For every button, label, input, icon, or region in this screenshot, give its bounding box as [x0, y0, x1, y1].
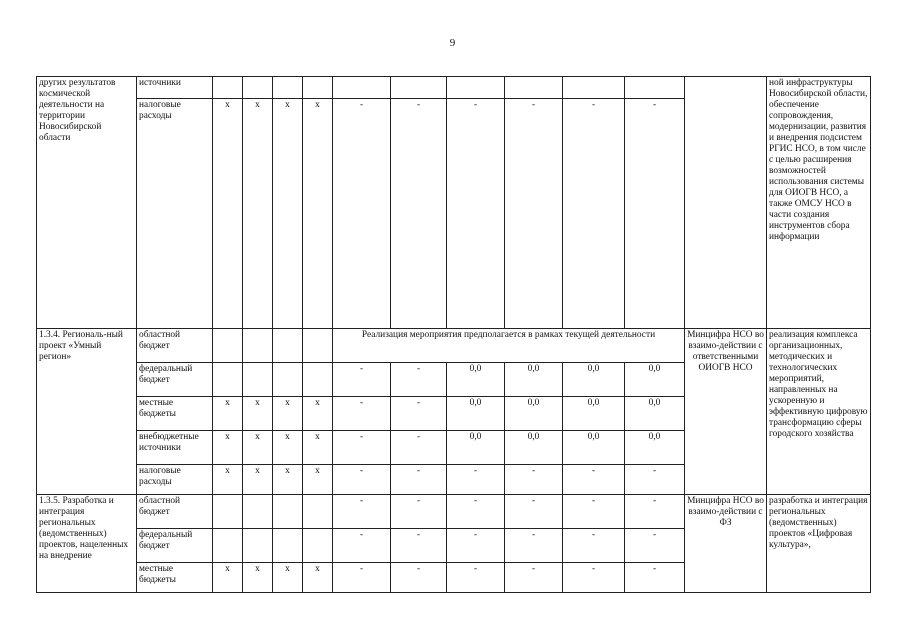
value-cell: - — [447, 529, 505, 563]
value-cell — [505, 77, 563, 99]
value-cell — [303, 363, 333, 397]
value-cell — [625, 77, 685, 99]
value-cell: - — [447, 99, 505, 329]
value-cell: x — [303, 431, 333, 465]
value-cell: 0,0 — [505, 431, 563, 465]
value-cell: - — [391, 495, 447, 529]
value-cell: 0,0 — [505, 363, 563, 397]
value-cell: - — [333, 529, 391, 563]
value-cell: - — [625, 99, 685, 329]
value-cell — [303, 529, 333, 563]
value-cell: - — [391, 563, 447, 593]
value-cell: x — [273, 99, 303, 329]
value-cell: - — [447, 495, 505, 529]
source-label: федеральный бюджет — [137, 363, 213, 397]
value-cell — [213, 495, 243, 529]
value-cell: - — [391, 363, 447, 397]
value-cell: x — [213, 431, 243, 465]
value-cell — [243, 77, 273, 99]
value-cell: - — [563, 529, 625, 563]
value-cell: 0,0 — [625, 397, 685, 431]
value-cell — [303, 77, 333, 99]
value-cell: - — [625, 495, 685, 529]
value-cell — [303, 495, 333, 529]
value-cell — [303, 329, 333, 363]
value-cell: - — [505, 465, 563, 495]
value-cell: - — [563, 563, 625, 593]
value-cell: x — [273, 563, 303, 593]
value-cell: x — [303, 99, 333, 329]
value-cell: x — [273, 465, 303, 495]
table-row — [37, 329, 871, 363]
value-cell — [243, 363, 273, 397]
value-cell: - — [447, 563, 505, 593]
value-cell — [391, 77, 447, 99]
value-cell: x — [243, 465, 273, 495]
value-cell: - — [391, 431, 447, 465]
value-cell — [273, 329, 303, 363]
result-cell: реализация комплекса организационных, методических и технологических мероприятий, направленных на ускоренную и эффективную цифровую трансформацию сферы городского хозяйства — [767, 329, 871, 495]
result-cell: ной инфраструктуры Новосибирской области, обеспечение сопровождения, модернизации, развития и внедрения подсистем РГИС НСО, в том числе с целью расширения возможностей использования системы для ОИОГВ НСО, а также ОМСУ НСО в части создания инструментов сбора информации — [767, 77, 871, 329]
source-label: областной бюджет — [137, 495, 213, 529]
value-cell: 0,0 — [505, 397, 563, 431]
value-cell: - — [333, 363, 391, 397]
note-cell: Реализация мероприятия предполагается в рамках текущей деятельности — [333, 329, 685, 363]
value-cell: - — [505, 99, 563, 329]
value-cell: - — [625, 529, 685, 563]
value-cell: 0,0 — [625, 363, 685, 397]
value-cell: 0,0 — [563, 363, 625, 397]
value-cell: x — [303, 563, 333, 593]
source-label: налоговые расходы — [137, 99, 213, 329]
value-cell: - — [447, 465, 505, 495]
result-cell: разработка и интеграция региональных (ведомственных) проектов «Цифровая культура», — [767, 495, 871, 593]
value-cell: - — [333, 563, 391, 593]
value-cell: 0,0 — [447, 363, 505, 397]
value-cell — [273, 363, 303, 397]
value-cell: - — [391, 529, 447, 563]
measure-cell: 1.3.4. Региональ-ный проект «Умный регион» — [37, 329, 137, 495]
value-cell: - — [391, 465, 447, 495]
value-cell: x — [243, 397, 273, 431]
value-cell: x — [213, 99, 243, 329]
value-cell — [447, 77, 505, 99]
value-cell: - — [333, 431, 391, 465]
value-cell: x — [273, 431, 303, 465]
measure-cell: других результатов космической деятельности на территории Новосибирской области — [37, 77, 137, 329]
value-cell — [333, 77, 391, 99]
executor-cell — [685, 77, 767, 329]
value-cell: 0,0 — [625, 431, 685, 465]
value-cell: - — [625, 563, 685, 593]
value-cell — [273, 77, 303, 99]
source-label: источники — [137, 77, 213, 99]
value-cell: - — [391, 99, 447, 329]
value-cell: 0,0 — [563, 431, 625, 465]
value-cell: 0,0 — [447, 397, 505, 431]
value-cell: 0,0 — [563, 397, 625, 431]
value-cell: - — [333, 99, 391, 329]
source-label: местные бюджеты — [137, 563, 213, 593]
value-cell: x — [213, 465, 243, 495]
page-number: 9 — [449, 37, 456, 49]
value-cell: x — [243, 563, 273, 593]
value-cell: - — [391, 397, 447, 431]
budget-table — [36, 76, 871, 593]
value-cell — [273, 529, 303, 563]
table-body — [37, 77, 871, 593]
source-label: федеральный бюджет — [137, 529, 213, 563]
value-cell — [213, 363, 243, 397]
value-cell: x — [243, 99, 273, 329]
value-cell: x — [213, 397, 243, 431]
value-cell — [213, 329, 243, 363]
value-cell: - — [563, 99, 625, 329]
table-row — [37, 495, 871, 529]
source-label: налоговые расходы — [137, 465, 213, 495]
value-cell: x — [273, 397, 303, 431]
value-cell: x — [303, 465, 333, 495]
value-cell — [213, 77, 243, 99]
value-cell — [243, 329, 273, 363]
source-label: местные бюджеты — [137, 397, 213, 431]
value-cell — [273, 495, 303, 529]
value-cell: - — [563, 495, 625, 529]
value-cell: x — [213, 563, 243, 593]
value-cell: - — [505, 529, 563, 563]
value-cell: - — [333, 397, 391, 431]
value-cell — [243, 495, 273, 529]
value-cell: - — [505, 563, 563, 593]
value-cell: - — [563, 465, 625, 495]
value-cell: - — [333, 495, 391, 529]
value-cell — [563, 77, 625, 99]
value-cell — [213, 529, 243, 563]
executor-cell: Минцифра НСО во взаимо-действии с ответственными ОИОГВ НСО — [685, 329, 767, 495]
value-cell: - — [505, 495, 563, 529]
source-label: внебюджетные источники — [137, 431, 213, 465]
value-cell — [243, 529, 273, 563]
value-cell: - — [625, 465, 685, 495]
value-cell: 0,0 — [447, 431, 505, 465]
source-label: областной бюджет — [137, 329, 213, 363]
value-cell: - — [333, 465, 391, 495]
value-cell: x — [303, 397, 333, 431]
value-cell: x — [243, 431, 273, 465]
measure-cell: 1.3.5. Разработка и интеграция региональных (ведомственных) проектов, нацеленных на внедрение — [37, 495, 137, 593]
table-row — [37, 77, 871, 99]
executor-cell: Минцифра НСО во взаимо-действии с ФЗ — [685, 495, 767, 593]
